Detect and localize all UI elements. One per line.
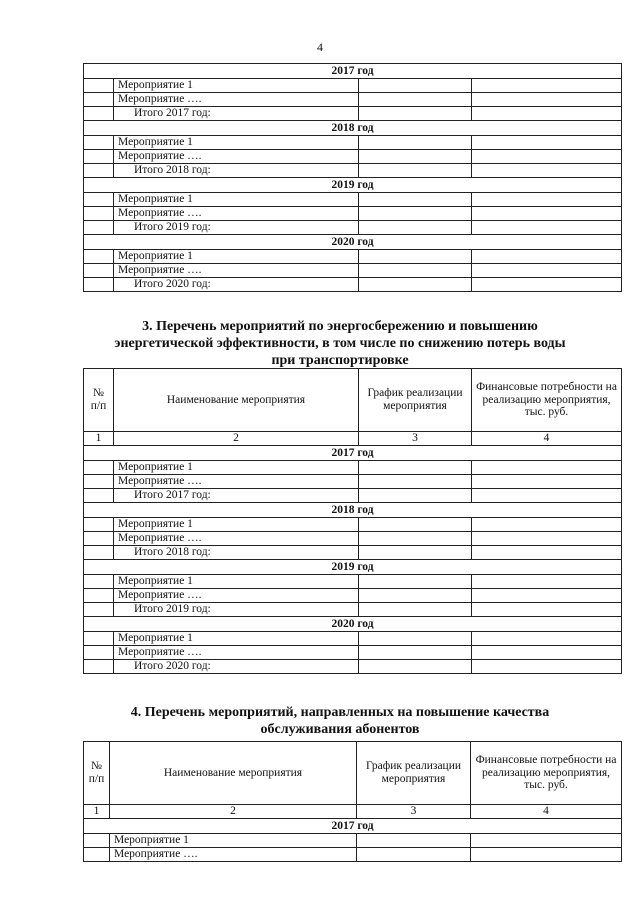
- table-cell: [359, 136, 472, 150]
- table-cell: [359, 107, 472, 121]
- table-row: [84, 475, 622, 489]
- column-index: 4: [471, 805, 622, 819]
- column-header: График реализации мероприятия: [359, 369, 472, 432]
- table-cell: [359, 150, 472, 164]
- table-row: [84, 264, 622, 278]
- table-row: [84, 489, 622, 503]
- table-cell: [84, 93, 114, 107]
- table-row: [84, 193, 622, 207]
- table-row: [84, 632, 622, 646]
- table-cell: [472, 646, 622, 660]
- table-cell: [472, 546, 622, 560]
- table-cell: [472, 518, 622, 532]
- event-name: Мероприятие ….: [114, 207, 359, 221]
- table-cell: [84, 632, 114, 646]
- year-heading: 2017 год: [84, 446, 622, 461]
- column-index: 1: [84, 805, 110, 819]
- table-row: [84, 164, 622, 178]
- column-index: 3: [357, 805, 471, 819]
- total-label: Итого 2017 год:: [114, 107, 359, 121]
- event-name: Мероприятие 1: [114, 136, 359, 150]
- table-cell: [359, 632, 472, 646]
- year-heading-row: [84, 446, 622, 461]
- table-cell: [359, 518, 472, 532]
- year-heading-row: [84, 560, 622, 575]
- column-index: 2: [110, 805, 357, 819]
- event-name: Мероприятие ….: [114, 264, 359, 278]
- event-name: Мероприятие ….: [114, 93, 359, 107]
- events-table-section-3: [83, 368, 622, 674]
- table-cell: [359, 546, 472, 560]
- table-cell: [472, 264, 622, 278]
- table-cell: [357, 834, 471, 848]
- table-cell: [84, 150, 114, 164]
- column-index: 2: [114, 432, 359, 446]
- table-cell: [359, 221, 472, 235]
- table-cell: [359, 193, 472, 207]
- column-index: 1: [84, 432, 114, 446]
- year-heading: 2017 год: [84, 64, 622, 79]
- event-name: Мероприятие ….: [110, 848, 357, 862]
- table-cell: [84, 221, 114, 235]
- table-row: [84, 603, 622, 617]
- column-header: График реализации мероприятия: [357, 742, 471, 805]
- table-cell: [359, 475, 472, 489]
- table-cell: [84, 207, 114, 221]
- year-heading: 2020 год: [84, 617, 622, 632]
- table-cell: [84, 660, 114, 674]
- table-cell: [84, 603, 114, 617]
- table-cell: [472, 193, 622, 207]
- table-row: [84, 834, 622, 848]
- table-row: [84, 278, 622, 292]
- total-label: Итого 2018 год:: [114, 164, 359, 178]
- column-header: Финансовые потребности на реализацию мероприятия, тыс. руб.: [472, 369, 622, 432]
- table-cell: [359, 660, 472, 674]
- table-cell: [472, 632, 622, 646]
- table-cell: [359, 532, 472, 546]
- table-cell: [84, 546, 114, 560]
- table-cell: [84, 834, 110, 848]
- table-row: [84, 546, 622, 560]
- year-heading-row: [84, 819, 622, 834]
- events-table-section-2: [83, 63, 622, 292]
- table-cell: [359, 164, 472, 178]
- table-cell: [359, 93, 472, 107]
- table-cell: [84, 646, 114, 660]
- year-heading-row: [84, 235, 622, 250]
- events-table-section-4: [83, 741, 622, 862]
- table-cell: [472, 136, 622, 150]
- table-cell: [84, 589, 114, 603]
- event-name: Мероприятие ….: [114, 532, 359, 546]
- table-cell: [472, 164, 622, 178]
- table-cell: [357, 848, 471, 862]
- event-name: Мероприятие ….: [114, 589, 359, 603]
- table-cell: [359, 79, 472, 93]
- column-header: № п/п: [84, 742, 110, 805]
- event-name: Мероприятие ….: [114, 475, 359, 489]
- table-cell: [472, 660, 622, 674]
- table-row: [84, 250, 622, 264]
- year-heading: 2020 год: [84, 235, 622, 250]
- table-header-row: [84, 742, 622, 805]
- table-cell: [84, 136, 114, 150]
- table-cell: [472, 93, 622, 107]
- event-name: Мероприятие 1: [110, 834, 357, 848]
- table-row: [84, 575, 622, 589]
- event-name: Мероприятие 1: [114, 79, 359, 93]
- year-heading-row: [84, 121, 622, 136]
- table-cell: [472, 475, 622, 489]
- year-heading-row: [84, 617, 622, 632]
- table-row: [84, 93, 622, 107]
- table-cell: [359, 207, 472, 221]
- year-heading: 2019 год: [84, 560, 622, 575]
- event-name: Мероприятие ….: [114, 646, 359, 660]
- table-cell: [472, 489, 622, 503]
- table-cell: [472, 603, 622, 617]
- year-heading-row: [84, 64, 622, 79]
- total-label: Итого 2020 год:: [114, 660, 359, 674]
- table-cell: [359, 603, 472, 617]
- table-row: [84, 150, 622, 164]
- table-cell: [472, 221, 622, 235]
- table-row: [84, 461, 622, 475]
- table-cell: [472, 79, 622, 93]
- table-row: [84, 107, 622, 121]
- table-cell: [471, 834, 622, 848]
- year-heading-row: [84, 178, 622, 193]
- year-heading: 2019 год: [84, 178, 622, 193]
- table-cell: [472, 589, 622, 603]
- table-header-row: [84, 369, 622, 432]
- section-3-title: 3. Перечень мероприятий по энергосбережению и повышению энергетической эффективности, в том числе по снижению потерь воды при транспортировке: [114, 319, 566, 368]
- table-cell: [472, 575, 622, 589]
- table-cell: [84, 79, 114, 93]
- table-cell: [472, 250, 622, 264]
- section-4-title: 4. Перечень мероприятий, направленных на повышение качества обслуживания абонентов: [130, 705, 550, 737]
- table-row: [84, 532, 622, 546]
- table-row: [84, 848, 622, 862]
- table-cell: [84, 250, 114, 264]
- table-cell: [84, 532, 114, 546]
- column-index: 3: [359, 432, 472, 446]
- column-header: Наименование мероприятия: [114, 369, 359, 432]
- column-header: Наименование мероприятия: [110, 742, 357, 805]
- table-row: [84, 518, 622, 532]
- table-cell: [472, 278, 622, 292]
- table-row: [84, 79, 622, 93]
- event-name: Мероприятие 1: [114, 250, 359, 264]
- table-cell: [472, 532, 622, 546]
- column-header: Финансовые потребности на реализацию мероприятия, тыс. руб.: [471, 742, 622, 805]
- table-cell: [84, 164, 114, 178]
- table-cell: [359, 250, 472, 264]
- table-cell: [359, 489, 472, 503]
- table-cell: [84, 475, 114, 489]
- page-number: 4: [317, 40, 323, 54]
- table-cell: [471, 848, 622, 862]
- table-cell: [359, 589, 472, 603]
- total-label: Итого 2017 год:: [114, 489, 359, 503]
- year-heading: 2018 год: [84, 121, 622, 136]
- total-label: Итого 2019 год:: [114, 221, 359, 235]
- table-cell: [84, 107, 114, 121]
- column-index: 4: [472, 432, 622, 446]
- table-cell: [84, 461, 114, 475]
- event-name: Мероприятие ….: [114, 150, 359, 164]
- table-row: [84, 221, 622, 235]
- table-cell: [84, 264, 114, 278]
- total-label: Итого 2018 год:: [114, 546, 359, 560]
- table-row: [84, 589, 622, 603]
- table-cell: [84, 575, 114, 589]
- table-cell: [84, 848, 110, 862]
- event-name: Мероприятие 1: [114, 461, 359, 475]
- table-cell: [84, 278, 114, 292]
- table-row: [84, 646, 622, 660]
- table-cell: [472, 150, 622, 164]
- event-name: Мероприятие 1: [114, 632, 359, 646]
- table-cell: [84, 518, 114, 532]
- year-heading-row: [84, 503, 622, 518]
- event-name: Мероприятие 1: [114, 193, 359, 207]
- table-cell: [359, 278, 472, 292]
- table-row: [84, 136, 622, 150]
- event-name: Мероприятие 1: [114, 518, 359, 532]
- table-row: [84, 207, 622, 221]
- year-heading: 2017 год: [84, 819, 622, 834]
- column-header: № п/п: [84, 369, 114, 432]
- table-cell: [84, 193, 114, 207]
- event-name: Мероприятие 1: [114, 575, 359, 589]
- total-label: Итого 2020 год:: [114, 278, 359, 292]
- column-index-row: [84, 805, 622, 819]
- table-cell: [359, 264, 472, 278]
- total-label: Итого 2019 год:: [114, 603, 359, 617]
- column-index-row: [84, 432, 622, 446]
- table-cell: [359, 646, 472, 660]
- table-cell: [472, 207, 622, 221]
- table-row: [84, 660, 622, 674]
- table-cell: [359, 575, 472, 589]
- year-heading: 2018 год: [84, 503, 622, 518]
- table-cell: [472, 107, 622, 121]
- table-cell: [472, 461, 622, 475]
- table-cell: [359, 461, 472, 475]
- table-cell: [84, 489, 114, 503]
